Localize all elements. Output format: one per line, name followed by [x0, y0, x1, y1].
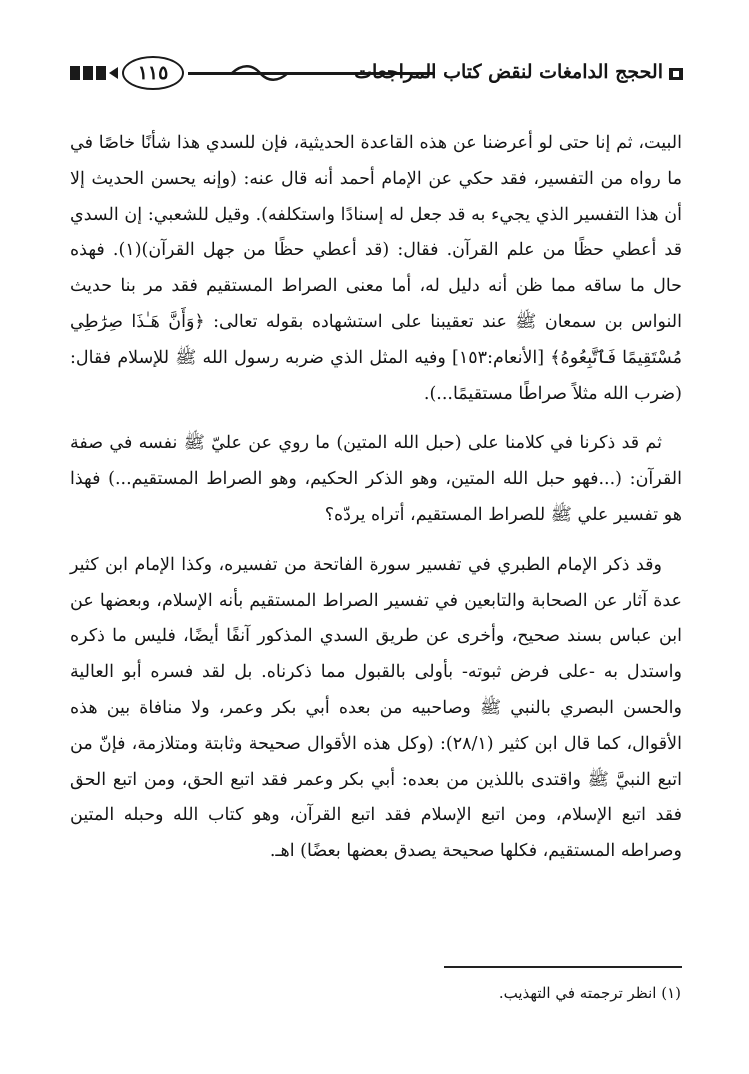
- footnote: (١) انظر ترجمته في التهذيب.: [498, 984, 681, 1002]
- header-ornament-left: [70, 64, 118, 82]
- page-number: ١١٥: [122, 56, 184, 90]
- paragraph-1: البيت، ثم إنا حتى لو أعرضنا عن هذه القاعدة الحديثية، فإن للسدي هذا شأنًا خاصًا في ما رواه من التفسير، فقد حكي عن الإمام أحمد أنه قال عنه: (وإنه يحسن الحديث إلا أن هذا التفسير الذي يجيء به قد جعل له إسنادًا واستكلفه). وقيل للشعبي: إن السدي قد أعطي حظًا من علم القرآن. فقال: (قد أعطي حظًا من جهل القرآن)(١). فهذه حال ما ساقه مما ظن أنه دليل له، أما معنى الصراط المستقيم فقد مر بنا حديث النواس بن سمعان ﷺ عند تعقيبنا على استشهاده بقوله تعالى: ﴿وَأَنَّ هَـٰذَا صِرَٰطِي مُسْتَقِيمًا فَٱتَّبِعُوهُ﴾ [الأنعام:١٥٣] وفيه المثل الذي ضربه رسول الله ﷺ للإسلام فقال: (ضرب الله مثلاً صراطًا مستقيمًا...).: [70, 133, 682, 404]
- header-ornament-right: [667, 66, 685, 82]
- body-text: [70, 126, 682, 870]
- header-swirl-ornament: [230, 62, 290, 84]
- paragraph-2: ثم قد ذكرنا في كلامنا على (حبل الله المتين) ما روي عن عليّ ﷺ نفسه في صفة القرآن: (...فهو حبل الله المتين، وهو الذكر الحكيم، وهو الصراط المستقيم...) فهذا هو تفسير علي ﷺ للصراط المستقيم، أتراه يردّه؟: [70, 433, 682, 525]
- paragraph-3: وقد ذكر الإمام الطبري في تفسير سورة الفاتحة من تفسيره، وكذا الإمام ابن كثير عدة آثار عن الصحابة والتابعين في تفسير الصراط المستقيم بأنه الإسلام، وبعضها عن ابن عباس بسند صحيح، وأخرى عن طريق السدي المذكور آنفًا أيضًا، فليس ما ذكره واستدل به -على فرض ثبوته- بأولى بالقبول مما ذكرناه. بل لقد فسره أبو العالية والحسن البصري بالنبي ﷺ وصاحبيه من بعده أبي بكر وعمر، ولا منافاة بين هذه الأقوال، كما قال ابن كثير (٢٨/١): (وكل هذه الأقوال صحيحة وثابتة ومتلازمة، فإنّ من اتبع النبيَّ ﷺ واقتدى باللذين من بعده: أبي بكر وعمر فقد اتبع الحق، ومن اتبع الحق فقد اتبع الإسلام، ومن اتبع الإسلام فقد اتبع القرآن، وهو كتاب الله وحبله المتين وصراطه المستقيم، فكلها صحيحة يصدق بعضها بعضًا) اهـ.: [70, 554, 682, 862]
- running-header: [70, 52, 685, 96]
- running-title: الحجج الدامغات لنقض كتاب المراجعات: [354, 61, 663, 83]
- footnote-separator: [444, 966, 682, 968]
